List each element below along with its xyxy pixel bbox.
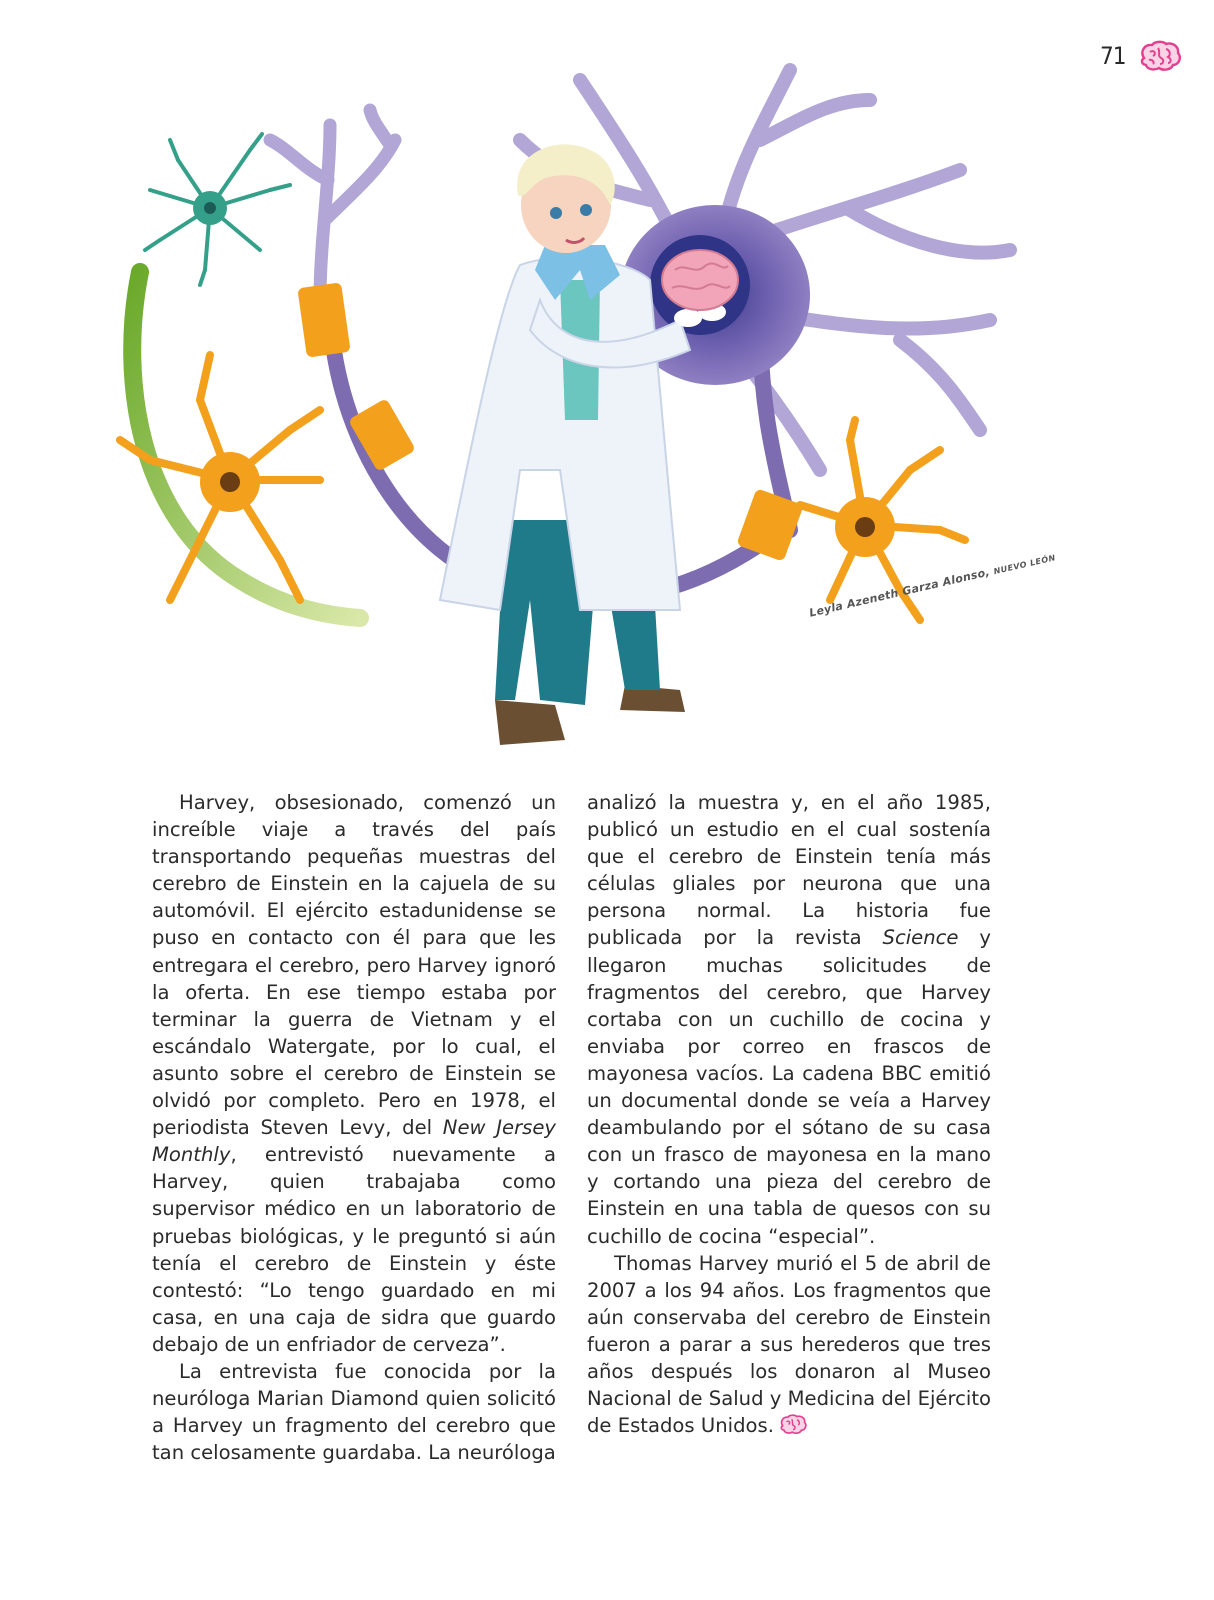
page-number: 71 <box>1100 42 1126 70</box>
publication-name: Science <box>882 926 959 950</box>
paragraph: Harvey, obsesionado, comenzó un increíble viaje a través del país transportando pequeñas muestras del cerebro de Einstein en la cajuela de su automóvil. El ejército estadunidense se puso en contacto con él para que les entregara el cerebro, pero Harvey ignoró la oferta. En ese tiempo estaba por terminar la guerra de Vietnam y el escándalo Watergate, por lo cual, el asunto sobre el cerebro de Einstein se olvidó por completo. Pero en 1978, el periodista Steven Levy, del New Jersey Monthly, entrevistó nuevamente a Harvey, quien trabajaba como supervisor médico en un laboratorio de pruebas biológicas, y le preguntó si aún tenía el cerebro de Einstein y éste contestó: “Lo tengo guardado en mi casa, en una caja de sidra que guardo debajo de un enfriador de cerveza”. <box>152 791 556 1356</box>
publication-name: New Jersey Monthly <box>152 1116 556 1167</box>
article-column-right <box>587 789 991 1439</box>
illustration-credit: Leyla Azeneth Garza Alonso, NUEVO LEÓN <box>808 553 1057 620</box>
brain-end-icon <box>778 1414 808 1436</box>
myelin-sheath <box>297 282 350 357</box>
myelin-sheath <box>348 398 416 472</box>
held-brain <box>662 250 738 310</box>
paragraph: La entrevista fue conocida por la neuróloga Marian Diamond quien solicitó a Harvey un fragmento del cerebro que tan celosamente guardaba. La neuróloga <box>152 1359 556 1465</box>
article-column-left <box>152 789 556 1466</box>
paragraph: analizó la muestra y, en el año 1985, publicó un estudio en el cual sostenía que el cerebro de Einstein tenía más células gliales por neurona que una persona normal. La historia fue publicada por la revista Science y llegaron muchas solicitudes de fragmentos del cerebro, que Harvey cortaba con un cuchillo de cocina y enviaba por correo en frascos de mayonesa vacíos. La cadena BBC emitió un documental donde se veía a Harvey deambulando por el sótano de su casa con un frasco de mayonesa en la mano y cortando una pieza del cerebro de Einstein en una tabla de quesos con su cuchillo de cocina “especial”. <box>587 791 991 1248</box>
light-purple-dendrite <box>270 110 395 300</box>
neuron-illustration <box>0 0 1214 780</box>
paragraph: Thomas Harvey murió el 5 de abril de 2007 a los 94 años. Los fragmentos que aún conservaba del cerebro de Einstein fueron a parar a sus herederos que tres años después los donaron al Museo Nacional de Salud y Medicina del Ejército de Estados Unidos. <box>587 1251 991 1438</box>
